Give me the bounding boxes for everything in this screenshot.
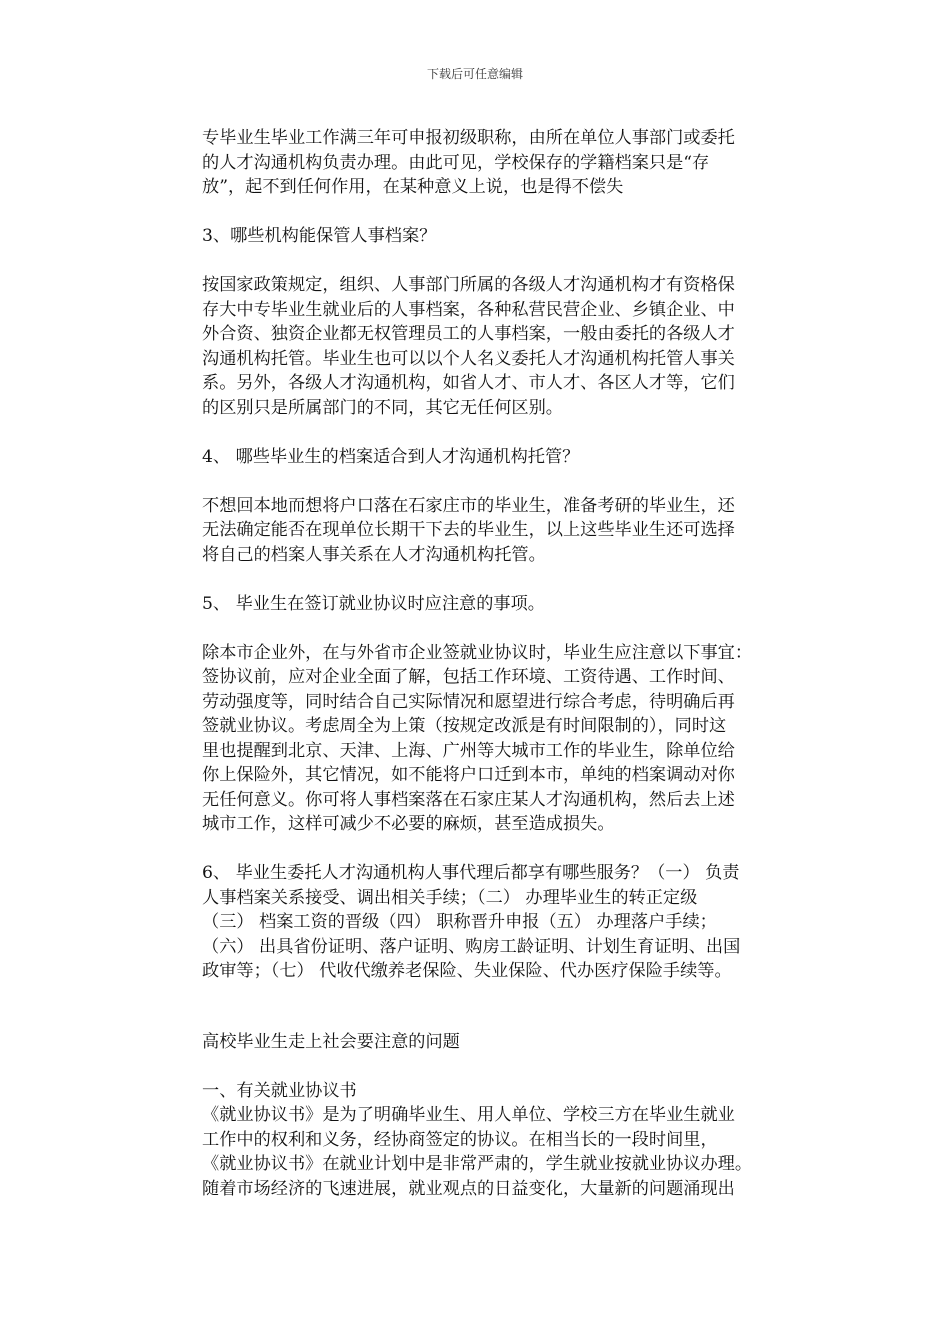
text-line: 系。另外，各级人才沟通机构，如省人才、市人才、各区人才等，它们 bbox=[202, 373, 735, 393]
text-line: 存大中专毕业生就业后的人事档案，各种私营民营企业、乡镇企业、中 bbox=[202, 299, 735, 320]
text-line: 除本市企业外，在与外省市企业签就业协议时，毕业生应注意以下事宜： bbox=[202, 642, 753, 663]
spacer bbox=[202, 469, 812, 494]
text-line: 签协议前，应对企业全面了解，包括工作环境、工资待遇、工作时间、 bbox=[202, 667, 735, 687]
paragraph-intro bbox=[202, 126, 812, 200]
text-line: 专毕业生毕业工作满三年可申报初级职称，由所在单位人事部门或委托 bbox=[202, 128, 735, 148]
text-line: 6、 毕业生委托人才沟通机构人事代理后都享有哪些服务？（一） 负责 bbox=[202, 863, 740, 883]
spacer bbox=[202, 837, 812, 862]
text-line: 的人才沟通机构负责办理。由此可见，学校保存的学籍档案只是“存 bbox=[202, 152, 710, 173]
text-line: 外合资、独资企业都无权管理员工的人事档案，一般由委托的各级人才 bbox=[202, 324, 735, 344]
text-line: 里也提醒到北京、天津、上海、广州等大城市工作的毕业生，除单位给 bbox=[202, 740, 735, 761]
answer-paragraph-5 bbox=[202, 641, 812, 837]
text-line: 《就业协议书》在就业计划中是非常严肃的，学生就业按就业协议办理。 bbox=[202, 1154, 753, 1174]
spacer bbox=[202, 200, 812, 225]
text-line: 劳动强度等，同时结合自己实际情况和愿望进行综合考虑，待明确后再 bbox=[202, 691, 735, 712]
text-line: 将自己的档案人事关系在人才沟通机构托管。 bbox=[202, 544, 546, 565]
answer-paragraph-4 bbox=[202, 494, 812, 568]
text-line: 放”，起不到任何作用，在某种意义上说，也是得不偿失 bbox=[202, 177, 624, 197]
text-line: 政审等；（七） 代收代缴养老保险、失业保险、代办医疗保险手续等。 bbox=[202, 961, 732, 981]
agreement-paragraph bbox=[202, 1103, 812, 1201]
spacer bbox=[202, 616, 812, 641]
text-line: 的区别只是所属部门的不同，其它无任何区别。 bbox=[202, 397, 563, 418]
text-line: 不想回本地而想将户口落在石家庄市的毕业生，准备考研的毕业生，还 bbox=[202, 495, 735, 516]
spacer bbox=[202, 984, 812, 1030]
text-line: （三） 档案工资的晋级（四） 职称晋升申报（五） 办理落户手续； bbox=[202, 912, 717, 932]
spacer bbox=[202, 420, 812, 445]
text-line: 5、 毕业生在签订就业协议时应注意的事项。 bbox=[202, 593, 545, 614]
question-heading-3 bbox=[202, 224, 812, 249]
answer-paragraph-3 bbox=[202, 273, 812, 420]
section-title bbox=[202, 1030, 812, 1055]
text-line: 签就业协议。考虑周全为上策（按规定改派是有时间限制的），同时这 bbox=[202, 716, 727, 736]
spacer bbox=[202, 249, 812, 274]
text-line: （六） 出具省份证明、落户证明、购房工龄证明、计划生育证明、出国 bbox=[202, 936, 741, 957]
question-heading-5 bbox=[202, 592, 812, 617]
text-line: 无法确定能否在现单位长期干下去的毕业生，以上这些毕业生还可选择 bbox=[202, 520, 735, 540]
text-line: 4、 哪些毕业生的档案适合到人才沟通机构托管？ bbox=[202, 446, 580, 467]
spacer bbox=[202, 567, 812, 592]
text-line: 城市工作，这样可减少不必要的麻烦，甚至造成损失。 bbox=[202, 814, 615, 834]
text-line: 人事档案关系接受、调出相关手续；（二） 办理毕业生的转正定级 bbox=[202, 887, 698, 908]
text-line: 你上保险外，其它情况，如不能将户口迁到本市，单纯的档案调动对你 bbox=[202, 765, 735, 785]
question-paragraph-6 bbox=[202, 861, 812, 984]
text-line: 随着市场经济的飞速进展，就业观点的日益变化，大量新的问题涌现出 bbox=[202, 1178, 735, 1199]
page-header: 下载后可任意编辑 bbox=[426, 67, 523, 81]
text-line: 无任何意义。你可将人事档案落在石家庄某人才沟通机构，然后去上述 bbox=[202, 789, 735, 810]
document-body bbox=[202, 126, 812, 1201]
question-heading-4 bbox=[202, 445, 812, 470]
text-line: 一、有关就业协议书 bbox=[202, 1080, 357, 1101]
text-line: 3、哪些机构能保管人事档案？ bbox=[202, 226, 437, 246]
text-line: 按国家政策规定，组织、人事部门所属的各级人才沟通机构才有资格保 bbox=[202, 275, 735, 295]
text-line: 工作中的权利和义务，经协商签定的协议。在相当长的一段时间里， bbox=[202, 1129, 718, 1150]
text-line: 沟通机构托管。毕业生也可以以个人名义委托人才沟通机构托管人事关 bbox=[202, 348, 735, 369]
spacer bbox=[202, 1054, 812, 1079]
subheading-agreement bbox=[202, 1079, 812, 1104]
text-line: 《就业协议书》是为了明确毕业生、用人单位、学校三方在毕业生就业 bbox=[202, 1105, 735, 1125]
text-line: 高校毕业生走上社会要注意的问题 bbox=[202, 1031, 460, 1052]
